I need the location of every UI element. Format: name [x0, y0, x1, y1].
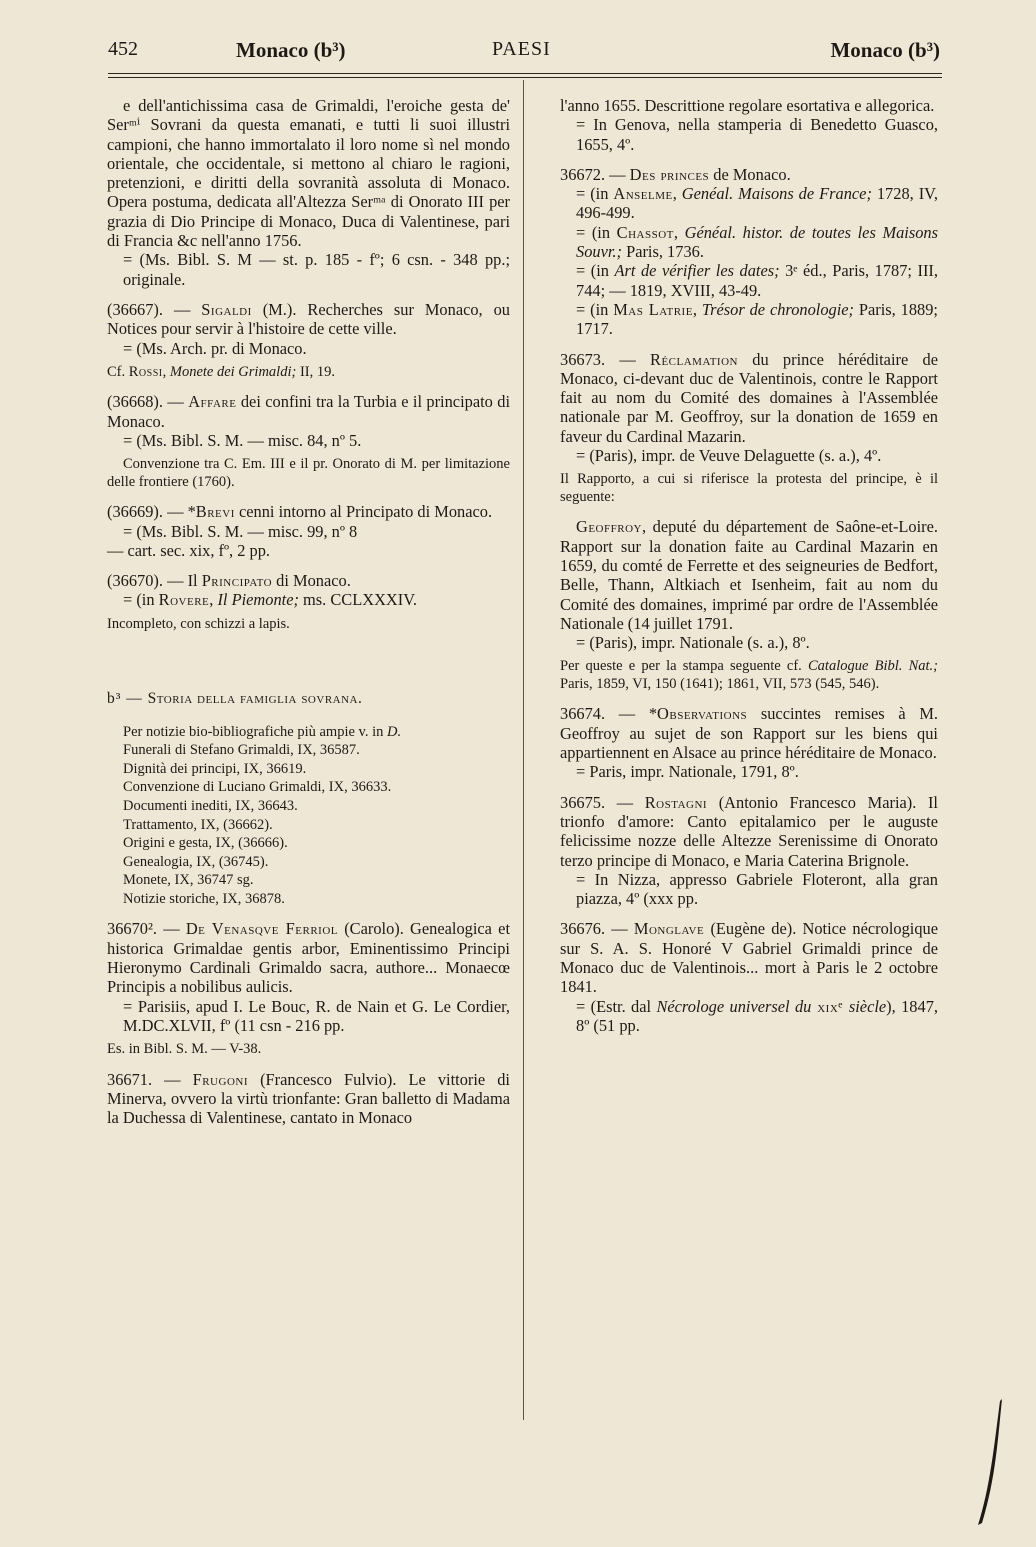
entry-36671: 36671. — Frugoni (Francesco Fulvio). Le vittorie di Minerva, ovvero la virtù trionfante: Gran balletto di Madama la Duchessa di Valentinese, cantato in Monaco: [107, 1069, 510, 1128]
column-divider: [523, 80, 524, 1420]
entry-36670-2-ref: = Parisiis, apud I. Le Bouc, R. de Nain et G. Le Cordier, M.DC.XLVII, fº (11 csn - 216 pp.: [123, 996, 510, 1035]
left-running-title: Monaco (b³): [236, 38, 346, 62]
entry-36672-ref-1: = (in Anselme, Genéal. Maisons de France; 1728, IV, 496-499.: [576, 184, 938, 223]
entry-36670-ref: = (in Rovere, Il Piemonte; ms. CCLXXXIV.: [123, 590, 418, 610]
entry-36669-ref-2: — cart. sec. xix, fº, 2 pp.: [107, 540, 271, 560]
entry-36673-note: Il Rapporto, a cui si riferisce la protesta del principe, è il seguente:: [560, 471, 938, 505]
entry-36674-ref: = Paris, impr. Nationale, 1791, 8º.: [576, 762, 799, 782]
entry-36670-2-note: Es. in Bibl. S. M. — V-38.: [107, 1041, 262, 1058]
continued-entry-36671: l'anno 1655. Descrittione regolare esortativa e allegorica.: [560, 96, 935, 115]
right-running-title: Monaco (b³): [830, 38, 940, 62]
center-running-title: PAESI: [492, 38, 551, 60]
entry-geoffroy: Geoffroy, deputé du département de Saône-et-Loire. Rapport sur la donation faite au Cardinal Mazarin en 1659, du comté de Ferrette et des seigneuries de Bedfort, Belle, Thann, Altkiach et Isenheim, fait au nom du Comité des domaines, imprimé par ordre de l'Assemblée Nationale (14 juillet 1791.: [560, 517, 938, 633]
entry-36669: (36669). — *Brevi cenni intorno al Principato di Monaco.: [107, 502, 493, 522]
continued-entry-ref: = (Ms. Bibl. S. M — st. p. 185 - fº; 6 csn. - 348 pp.; originale.: [123, 250, 510, 289]
index-intro: Per notizie bio-bibliografiche più ampie v. in D.: [123, 723, 402, 740]
left-column: [107, 96, 510, 1128]
entry-36672-ref-2: = (in Chassot, Généal. histor. de toutes les Maisons Souvr.; Paris, 1736.: [576, 222, 938, 262]
header-rule-top: [108, 73, 942, 74]
continued-entry-text: e dell'antichissima casa de Grimaldi, l'eroiche gesta de' Serᵐⁱ Sovrani da questa emanati, e tutti li suoi illustri campioni, che hanno immortalato il loro nome sì nel mondo orientale, che occidentale, si mettono al chiaro le ragioni, pretenzioni, e diritti della sovranità assoluta di Monaco. Opera postuma, dedicata all'Altezza Serᵐᵃ di Onorato III per grazia di Dio Principe di Monaco, Duca di Valentinese, pari di Francia &c nell'anno 1756.: [107, 96, 510, 251]
index-item: Dignità dei principi, IX, 36619.: [123, 760, 307, 777]
entry-36673: 36673. — Réclamation du prince héréditaire de Monaco, ci-devant duc de Valentinois, contre le Rapport fait au nom du Comité des domaines à l'Assemblée nationale par M. Geoffroy, sur la donation de 1659 en faveur du Cardinal Mazarin.: [560, 349, 938, 446]
index-item: Trattamento, IX, (36662).: [123, 816, 273, 833]
entry-36671-ref: = In Genova, nella stamperia di Benedetto Guasco, 1655, 4º.: [576, 115, 938, 154]
entry-36670: (36670). — Il Principato di Monaco.: [107, 571, 351, 591]
entry-36669-ref-1: = (Ms. Bibl. S. M. — misc. 99, nº 8: [123, 521, 358, 541]
entry-36672: 36672. — Des princes de Monaco.: [560, 164, 791, 184]
index-item: Genealogia, IX, (36745).: [123, 853, 269, 870]
entry-36668-ref: = (Ms. Bibl. S. M. — misc. 84, nº 5.: [123, 430, 362, 450]
entry-36672-ref-4: = (in Mas Latrie, Trésor de chronologie; Paris, 1889; 1717.: [576, 299, 938, 339]
section-heading: b³ — Storia della famiglia sovrana.: [107, 690, 363, 708]
entry-36670-note: Incompleto, con schizzi a lapis.: [107, 615, 290, 632]
index-item: Notizie storiche, IX, 36878.: [123, 890, 285, 907]
pen-mark: [976, 1397, 1006, 1527]
entry-36667-note: Cf. Rossi, Monete dei Grimaldi; II, 19.: [107, 363, 335, 380]
page-number: 452: [108, 38, 138, 60]
index-item: Monete, IX, 36747 sg.: [123, 872, 254, 889]
entry-36674: 36674. — *Observations succintes remises à M. Geoffroy au sujet de son Rapport sur les biens qui appartiennent en Alsace au prince héréditaire de Monaco.: [560, 704, 938, 763]
entry-36667-ref: = (Ms. Arch. pr. di Monaco.: [123, 338, 307, 358]
index-item: Funerali di Stefano Grimaldi, IX, 36587.: [123, 742, 360, 759]
entry-36673-ref: = (Paris), impr. de Veuve Delaguette (s. a.), 4º.: [576, 446, 882, 466]
index-item: Origini e gesta, IX, (36666).: [123, 835, 288, 852]
entry-36676: 36676. — Monglave (Eugène de). Notice nécrologique sur S. A. S. Honoré V Gabriel Grimaldi prince de Monaco duc de Valentinois... mort à Paris le 2 octobre 1841.: [560, 919, 938, 997]
entry-36670-2: 36670². — De Venasqve Ferriol (Carolo). Genealogica et historica Grimaldae gentis arbor, Eminentissimo Principi Hieronymo Cardinali Grimaldo sacra, authore... Monaecœ Principis a nobilibus aulicis.: [107, 919, 510, 997]
entry-36672-ref-3: = (in Art de vérifier les dates; 3ᵉ éd., Paris, 1787; III, 744; — 1819, XVIII, 43-49.: [576, 261, 938, 300]
index-item: Convenzione di Luciano Grimaldi, IX, 36633.: [123, 779, 392, 796]
entry-geoffroy-ref: = (Paris), impr. Nationale (s. a.), 8º.: [576, 633, 810, 653]
right-column: [560, 96, 938, 1035]
entry-geoffroy-note: Per queste e per la stampa seguente cf. Catalogue Bibl. Nat.; Paris, 1859, VI, 150 (1641); 1861, VII, 573 (545, 546).: [560, 658, 939, 692]
header-rule-bottom: [108, 77, 942, 78]
entry-36675: 36675. — Rostagni (Antonio Francesco Maria). Il trionfo d'amore: Canto epitalamico per le auguste felicissime nozze delle Altezze Serenissime di Onorato terzo principe di Monaco, e Maria Caterina Brignole.: [560, 792, 938, 870]
running-header: [108, 38, 940, 68]
cross-reference-list: [107, 723, 510, 909]
entry-36675-ref: = In Nizza, appresso Gabriele Floteront, alla gran piazza, 4º (xxx pp.: [576, 869, 938, 909]
entry-36668: (36668). — Affare dei confini tra la Turbia e il principato di Monaco.: [107, 392, 510, 431]
entry-36676-ref: = (Estr. dal Nécrologe universel du xixᵉ siècle), 1847, 8º (51 pp.: [576, 996, 938, 1035]
entry-36668-note: Convenzione tra C. Em. III e il pr. Onorato di M. per limitazione delle frontiere (1760).: [107, 456, 510, 490]
index-item: Documenti inediti, IX, 36643.: [123, 797, 298, 814]
entry-36667: (36667). — Sigaldi (M.). Recherches sur Monaco, ou Notices pour servir à l'histoire de cette ville.: [107, 299, 510, 339]
